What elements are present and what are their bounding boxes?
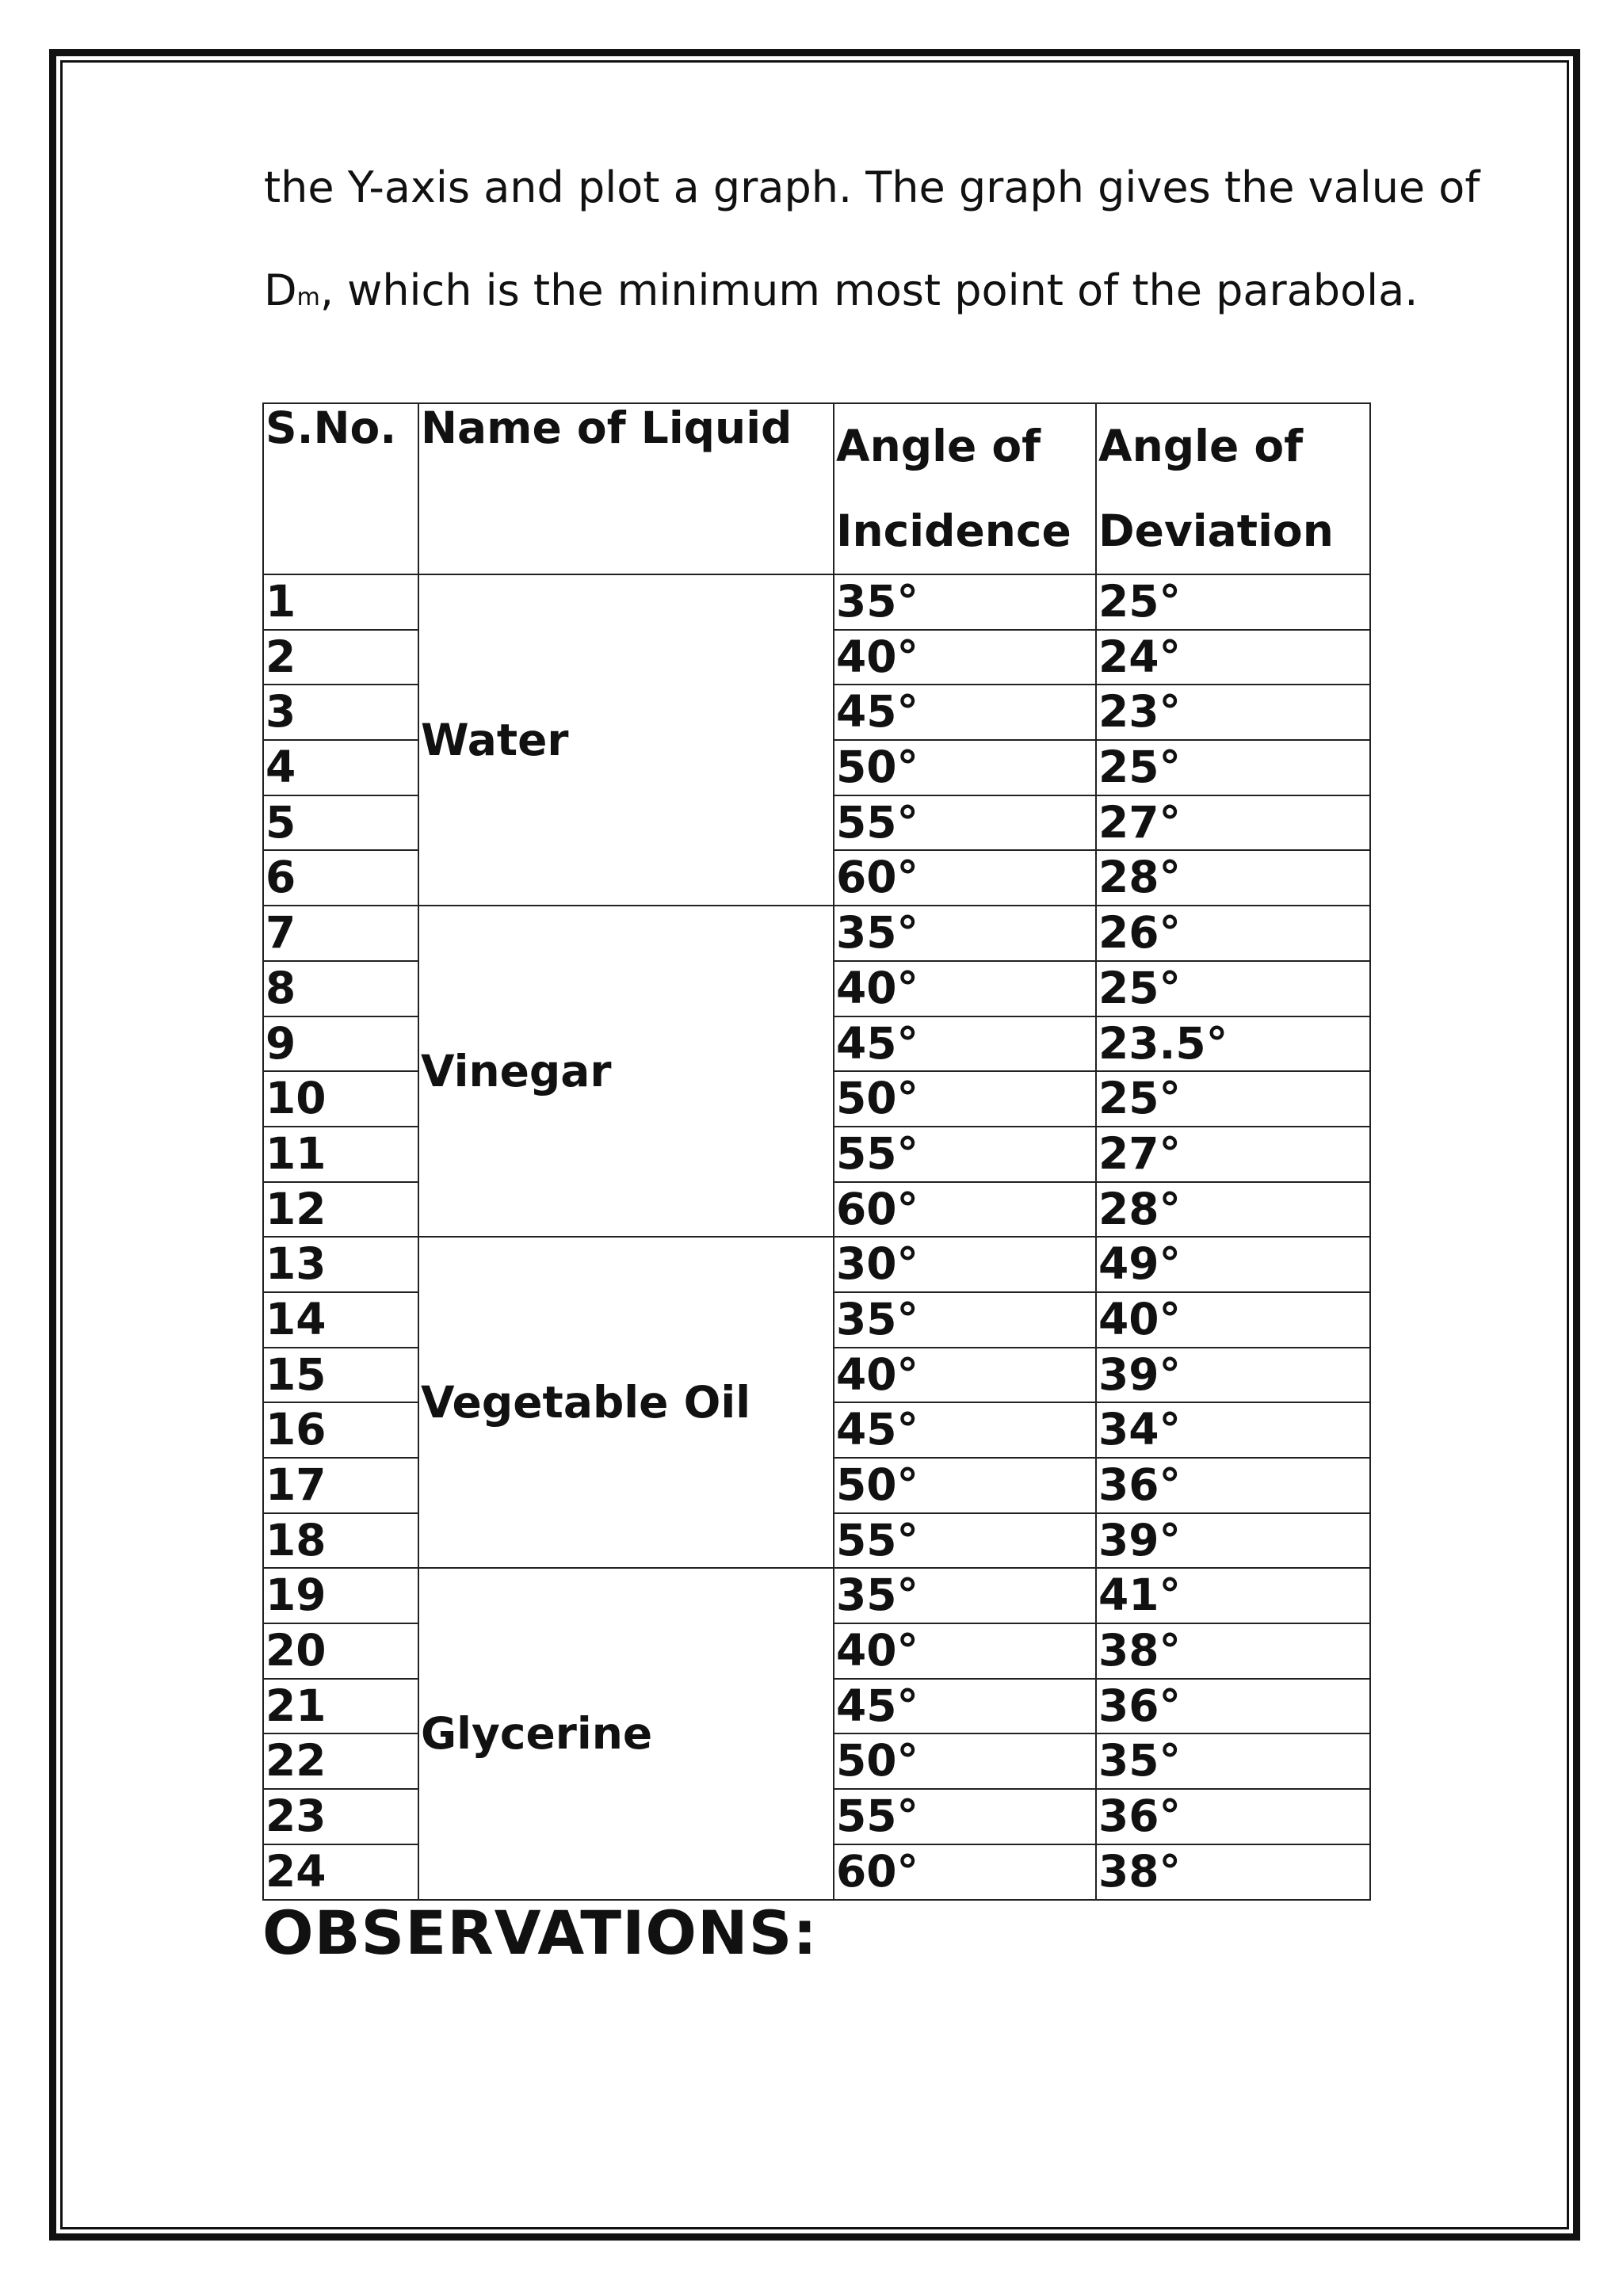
cell-sno: 5 xyxy=(263,795,418,851)
cell-deviation: 38° xyxy=(1096,1623,1370,1679)
header-deviation-line2: Deviation xyxy=(1098,505,1334,556)
cell-incidence: 45° xyxy=(834,1679,1096,1734)
observations-heading: OBSERVATIONS: xyxy=(262,1897,818,1968)
cell-deviation: 25° xyxy=(1096,961,1370,1016)
cell-sno: 3 xyxy=(263,685,418,740)
cell-sno: 24 xyxy=(263,1844,418,1900)
cell-liquid-name: Vinegar xyxy=(418,906,834,1237)
table-body xyxy=(263,574,1370,1900)
cell-incidence: 45° xyxy=(834,1016,1096,1072)
table-row xyxy=(263,574,1370,630)
cell-incidence: 40° xyxy=(834,1348,1096,1403)
cell-liquid-name: Water xyxy=(418,574,834,906)
cell-incidence: 55° xyxy=(834,795,1096,851)
cell-incidence: 35° xyxy=(834,574,1096,630)
cell-deviation: 25° xyxy=(1096,574,1370,630)
cell-sno: 20 xyxy=(263,1623,418,1679)
cell-incidence: 30° xyxy=(834,1237,1096,1292)
header-deviation xyxy=(1096,403,1370,574)
cell-incidence: 55° xyxy=(834,1127,1096,1182)
cell-deviation: 36° xyxy=(1096,1789,1370,1844)
cell-sno: 7 xyxy=(263,906,418,961)
cell-incidence: 40° xyxy=(834,1623,1096,1679)
cell-deviation: 36° xyxy=(1096,1458,1370,1513)
cell-incidence: 60° xyxy=(834,850,1096,906)
cell-deviation: 27° xyxy=(1096,795,1370,851)
table-row xyxy=(263,1568,1370,1623)
table-row xyxy=(263,906,1370,961)
cell-sno: 17 xyxy=(263,1458,418,1513)
cell-deviation: 23.5° xyxy=(1096,1016,1370,1072)
observation-table xyxy=(262,402,1371,1901)
cell-deviation: 23° xyxy=(1096,685,1370,740)
cell-incidence: 45° xyxy=(834,685,1096,740)
dm-symbol: D xyxy=(264,265,297,315)
header-liquid: Name of Liquid xyxy=(418,403,834,574)
cell-incidence: 45° xyxy=(834,1402,1096,1458)
cell-incidence: 50° xyxy=(834,740,1096,795)
table-row xyxy=(263,1237,1370,1292)
cell-deviation: 26° xyxy=(1096,906,1370,961)
cell-sno: 11 xyxy=(263,1127,418,1182)
cell-incidence: 40° xyxy=(834,630,1096,685)
cell-sno: 15 xyxy=(263,1348,418,1403)
header-incidence xyxy=(834,403,1096,574)
cell-deviation: 25° xyxy=(1096,740,1370,795)
cell-deviation: 24° xyxy=(1096,630,1370,685)
cell-sno: 18 xyxy=(263,1513,418,1569)
dm-subscript: m xyxy=(296,284,320,311)
cell-incidence: 60° xyxy=(834,1844,1096,1900)
header-incidence-line2: Incidence xyxy=(836,505,1071,556)
cell-sno: 16 xyxy=(263,1402,418,1458)
cell-deviation: 27° xyxy=(1096,1127,1370,1182)
cell-incidence: 55° xyxy=(834,1513,1096,1569)
cell-sno: 6 xyxy=(263,850,418,906)
cell-deviation: 34° xyxy=(1096,1402,1370,1458)
cell-incidence: 50° xyxy=(834,1733,1096,1789)
cell-deviation: 49° xyxy=(1096,1237,1370,1292)
cell-incidence: 50° xyxy=(834,1071,1096,1127)
cell-deviation: 35° xyxy=(1096,1733,1370,1789)
cell-sno: 14 xyxy=(263,1292,418,1348)
cell-sno: 12 xyxy=(263,1182,418,1238)
intro-line-2 xyxy=(264,265,1419,315)
cell-liquid-name: Vegetable Oil xyxy=(418,1237,834,1568)
intro-line-2-text: , which is the minimum most point of the parabola. xyxy=(319,265,1419,315)
cell-sno: 21 xyxy=(263,1679,418,1734)
cell-sno: 13 xyxy=(263,1237,418,1292)
cell-deviation: 38° xyxy=(1096,1844,1370,1900)
cell-incidence: 55° xyxy=(834,1789,1096,1844)
cell-incidence: 35° xyxy=(834,1292,1096,1348)
cell-sno: 19 xyxy=(263,1568,418,1623)
cell-incidence: 50° xyxy=(834,1458,1096,1513)
cell-sno: 23 xyxy=(263,1789,418,1844)
cell-deviation: 39° xyxy=(1096,1348,1370,1403)
cell-deviation: 36° xyxy=(1096,1679,1370,1734)
cell-sno: 4 xyxy=(263,740,418,795)
header-deviation-line1: Angle of xyxy=(1098,421,1304,471)
cell-deviation: 25° xyxy=(1096,1071,1370,1127)
cell-deviation: 40° xyxy=(1096,1292,1370,1348)
cell-deviation: 28° xyxy=(1096,1182,1370,1238)
cell-deviation: 39° xyxy=(1096,1513,1370,1569)
intro-line-1: the Y-axis and plot a graph. The graph gives the value of xyxy=(264,162,1480,212)
cell-sno: 22 xyxy=(263,1733,418,1789)
cell-incidence: 35° xyxy=(834,906,1096,961)
cell-deviation: 41° xyxy=(1096,1568,1370,1623)
cell-incidence: 60° xyxy=(834,1182,1096,1238)
cell-sno: 9 xyxy=(263,1016,418,1072)
header-sno: S.No. xyxy=(263,403,418,574)
cell-incidence: 35° xyxy=(834,1568,1096,1623)
cell-sno: 1 xyxy=(263,574,418,630)
table-header-row xyxy=(263,403,1370,574)
cell-liquid-name: Glycerine xyxy=(418,1568,834,1899)
cell-deviation: 28° xyxy=(1096,850,1370,906)
header-incidence-line1: Angle of xyxy=(836,421,1041,471)
cell-sno: 10 xyxy=(263,1071,418,1127)
cell-sno: 8 xyxy=(263,961,418,1016)
cell-incidence: 40° xyxy=(834,961,1096,1016)
cell-sno: 2 xyxy=(263,630,418,685)
